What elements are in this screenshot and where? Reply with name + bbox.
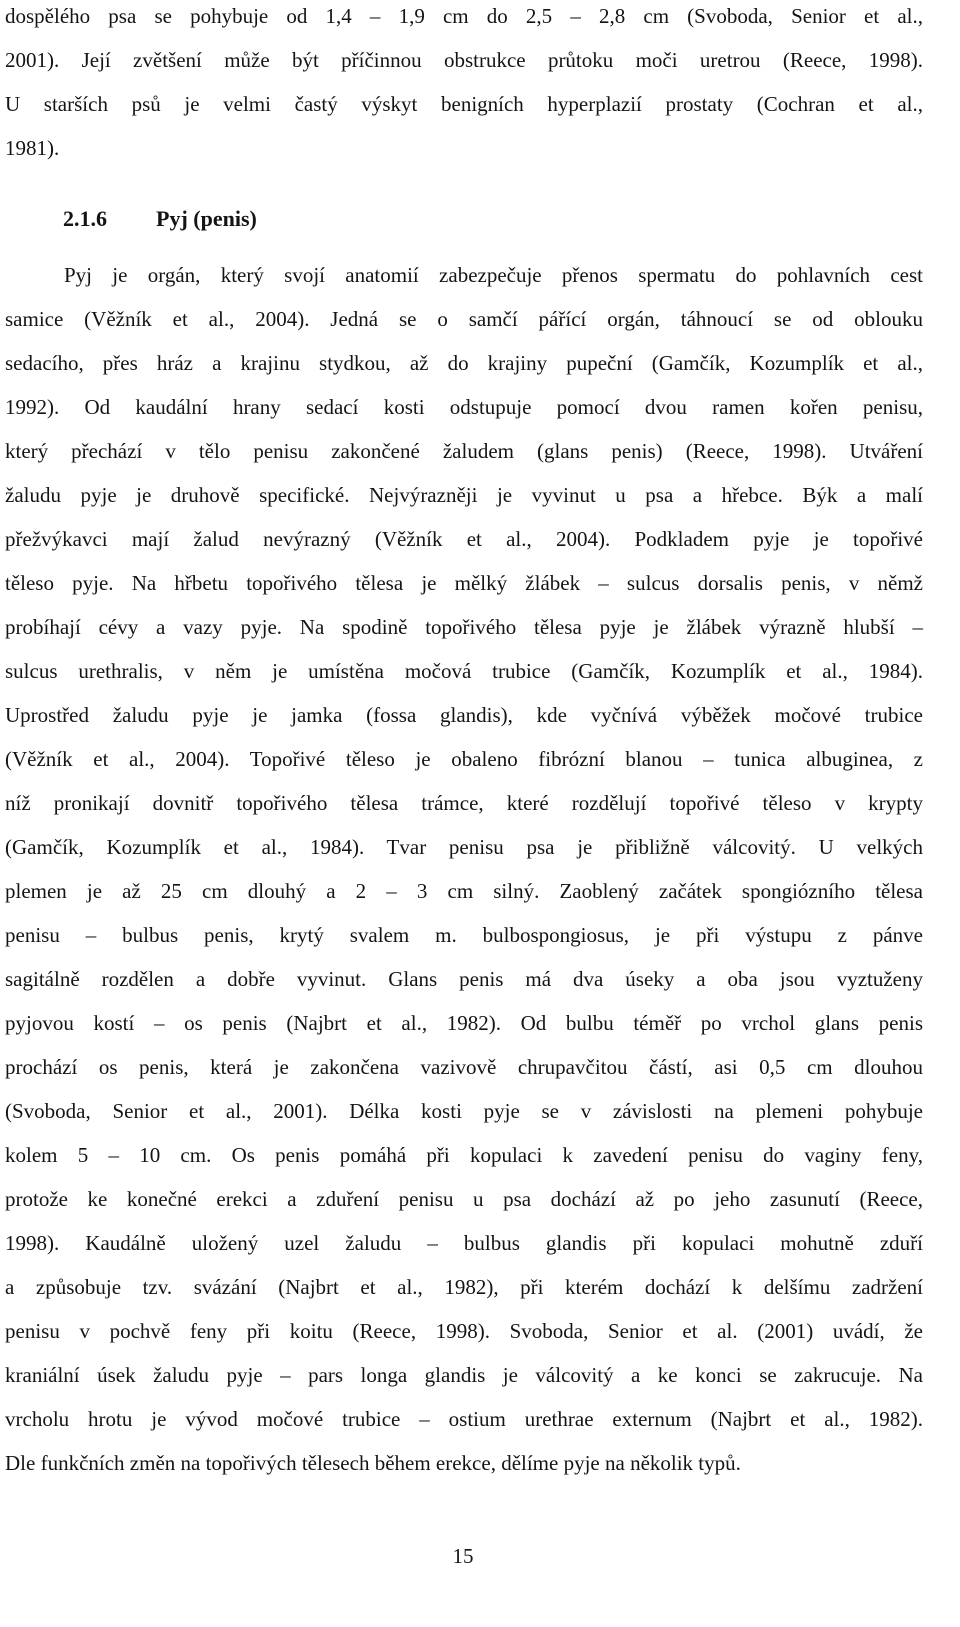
text-line: 2001). Její zvětšení může být příčinnou obstrukce průtoku moči uretrou (Reece, 1998). <box>5 48 923 72</box>
text-line: sedacího, přes hráz a krajinu stydkou, až do krajiny pupeční (Gamčík, Kozumplík et al., <box>5 351 923 375</box>
text-line: těleso pyje. Na hřbetu topořivého tělesa je mělký žlábek – sulcus dorsalis penis, v němž <box>5 571 923 595</box>
text-line: přežvýkavci mají žalud nevýrazný (Věžník et al., 2004). Podkladem pyje je topořivé <box>5 527 923 551</box>
text-line: (Svoboda, Senior et al., 2001). Délka kosti pyje se v závislosti na plemeni pohybuje <box>5 1099 923 1123</box>
text-line: sagitálně rozdělen a dobře vyvinut. Glans penis má dva úseky a oba jsou vyztuženy <box>5 967 923 991</box>
text-line: 1992). Od kaudální hrany sedací kosti odstupuje pomocí dvou ramen kořen penisu, <box>5 395 923 419</box>
text-line: pyjovou kostí – os penis (Najbrt et al., 1982). Od bulbu téměř po vrchol glans penis <box>5 1011 923 1035</box>
text-line: penisu v pochvě feny při koitu (Reece, 1998). Svoboda, Senior et al. (2001) uvádí, že <box>5 1319 923 1343</box>
page-number: 15 <box>452 1544 474 1568</box>
text-line: který přechází v tělo penisu zakončené žaludem (glans penis) (Reece, 1998). Utváření <box>5 439 923 463</box>
section-number: 2.1.6 <box>63 206 107 231</box>
section-title: Pyj (penis) <box>156 206 257 231</box>
text-line: 1998). Kaudálně uložený uzel žaludu – bulbus glandis při kopulaci mohutně zduří <box>5 1231 923 1255</box>
text-line: prochází os penis, která je zakončena vazivově chrupavčitou částí, asi 0,5 cm dlouhou <box>5 1055 923 1079</box>
text-line: (Gamčík, Kozumplík et al., 1984). Tvar penisu psa je přibližně válcovitý. U velkých <box>5 835 923 859</box>
text-line: kolem 5 – 10 cm. Os penis pomáhá při kopulaci k zavedení penisu do vaginy feny, <box>5 1143 923 1167</box>
text-line: (Věžník et al., 2004). Topořivé těleso je obaleno fibrózní blanou – tunica albuginea, z <box>5 747 923 771</box>
text-line: protože ke konečné erekci a zduření penisu u psa dochází až po jeho zasunutí (Reece, <box>5 1187 923 1211</box>
text-line: penisu – bulbus penis, krytý svalem m. bulbospongiosus, je při výstupu z pánve <box>5 923 923 947</box>
text-line: dospělého psa se pohybuje od 1,4 – 1,9 cm do 2,5 – 2,8 cm (Svoboda, Senior et al., <box>5 4 923 28</box>
text-line: kraniální úsek žaludu pyje – pars longa glandis je válcovitý a ke konci se zakrucuje. Na <box>5 1363 923 1387</box>
text-line: žaludu pyje je druhově specifické. Nejvýrazněji je vyvinut u psa a hřebce. Býk a malí <box>5 483 923 507</box>
text-line: vrcholu hrotu je vývod močové trubice – ostium urethrae externum (Najbrt et al., 1982). <box>5 1407 923 1431</box>
text-line: Uprostřed žaludu pyje je jamka (fossa glandis), kde vyčnívá výběžek močové trubice <box>5 703 923 727</box>
text-line: a způsobuje tzv. svázání (Najbrt et al., 1982), při kterém dochází k delšímu zadržení <box>5 1275 923 1299</box>
text-line: Dle funkčních změn na topořivých tělesech během erekce, dělíme pyje na několik typů. <box>5 1451 741 1475</box>
text-line: probíhají cévy a vazy pyje. Na spodině topořivého tělesa pyje je žlábek výrazně hlubší – <box>5 615 923 639</box>
text-line: 1981). <box>5 136 60 160</box>
text-line: níž pronikají dovnitř topořivého tělesa trámce, které rozdělují topořivé těleso v krypty <box>5 791 923 815</box>
text-line: plemen je až 25 cm dlouhý a 2 – 3 cm silný. Zaoblený začátek spongiózního tělesa <box>5 879 923 903</box>
text-line: sulcus urethralis, v něm je umístěna močová trubice (Gamčík, Kozumplík et al., 1984). <box>5 659 923 683</box>
section-heading <box>63 204 257 234</box>
text-line: Pyj je orgán, který svojí anatomií zabezpečuje přenos spermatu do pohlavních cest <box>64 263 923 287</box>
text-line: samice (Věžník et al., 2004). Jedná se o samčí pářící orgán, táhnoucí se od oblouku <box>5 307 923 331</box>
text-line: U starších psů je velmi častý výskyt benigních hyperplazií prostaty (Cochran et al., <box>5 92 923 116</box>
